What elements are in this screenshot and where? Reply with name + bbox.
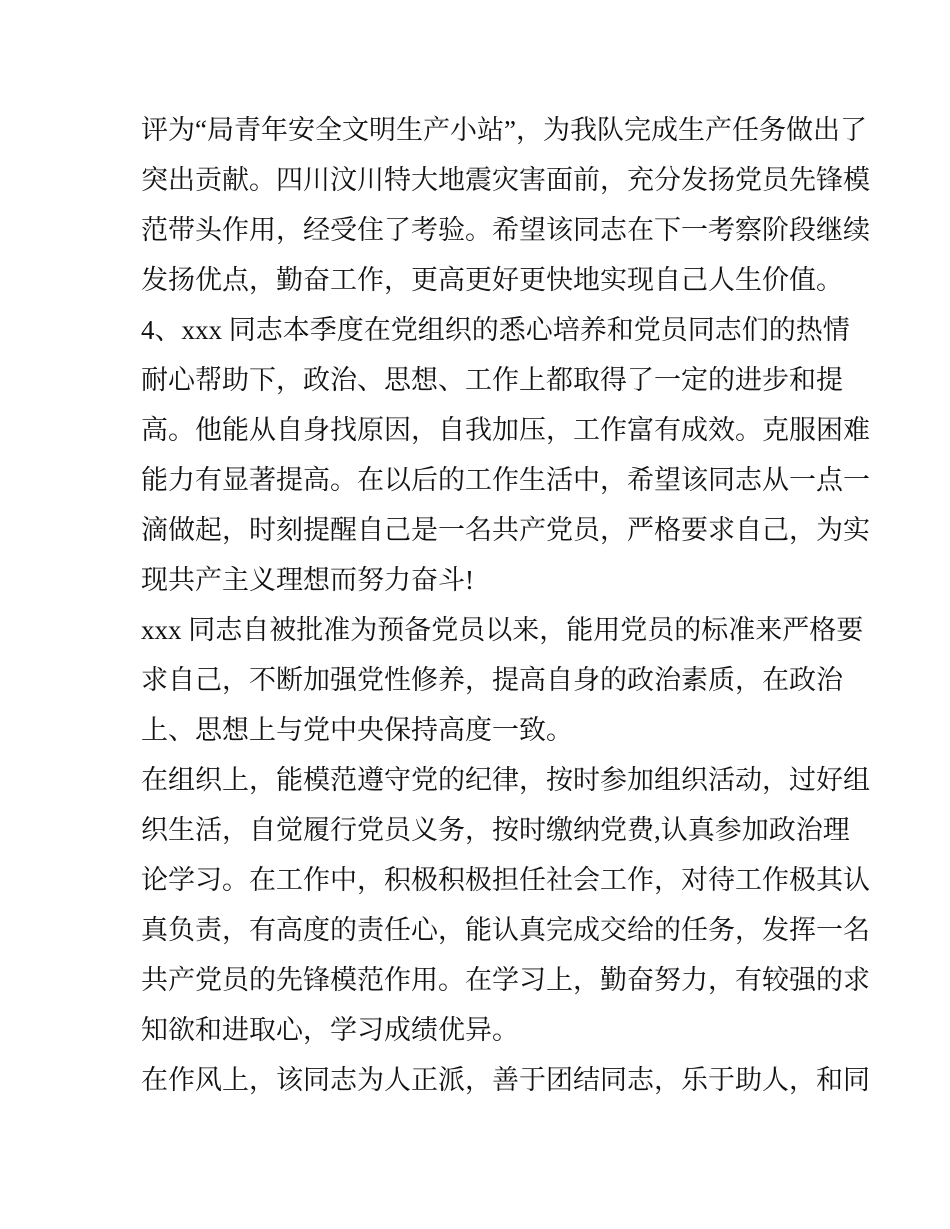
text-line: 高。他能从自身找原因，自我加压，工作富有成效。克服困难 <box>141 415 870 445</box>
text-line: 求自己，不断加强党性修养，提高自身的政治素质，在政治 <box>141 665 843 695</box>
text-line: 在组织上，能模范遵守党的纪律，按时参加组织活动，过好组 <box>141 765 870 795</box>
text-line: 突出贡献。四川汶川特大地震灾害面前，充分发扬党员先锋模 <box>141 165 870 195</box>
text-line: 范带头作用，经受住了考验。希望该同志在下一考察阶段继续 <box>141 215 870 245</box>
text-line: 耐心帮助下，政治、思想、工作上都取得了一定的进步和提 <box>141 365 843 395</box>
text-line: 真负责，有高度的责任心，能认真完成交给的任务，发挥一名 <box>141 915 870 945</box>
text-line: 滴做起，时刻提醒自己是一名共产党员，严格要求自己，为实 <box>141 515 870 545</box>
text-line: 现共产主义理想而努力奋斗! <box>141 565 474 595</box>
text-line: 论学习。在工作中，积极积极担任社会工作，对待工作极其认 <box>141 865 870 895</box>
text-line: 在作风上，该同志为人正派，善于团结同志，乐于助人，和同 <box>141 1065 870 1095</box>
text-line: 发扬优点，勤奋工作，更高更好更快地实现自己人生价值。 <box>141 265 843 295</box>
document-body <box>141 105 870 1105</box>
text-line: 4、xxx 同志本季度在党组织的悉心培养和党员同志们的热情 <box>141 315 850 345</box>
text-line: 评为“局青年安全文明生产小站”，为我队完成生产任务做出了 <box>141 115 867 145</box>
text-line: 能力有显著提高。在以后的工作生活中，希望该同志从一点一 <box>141 465 870 495</box>
text-line: 上、思想上与党中央保持高度一致。 <box>141 715 573 745</box>
text-line: 知欲和进取心，学习成绩优异。 <box>141 1015 519 1045</box>
text-line: 织生活，自觉履行党员义务，按时缴纳党费,认真参加政治理 <box>141 815 850 845</box>
text-line: 共产党员的先锋模范作用。在学习上，勤奋努力，有较强的求 <box>141 965 870 995</box>
text-line: xxx 同志自被批准为预备党员以来，能用党员的标准来严格要 <box>141 615 864 645</box>
